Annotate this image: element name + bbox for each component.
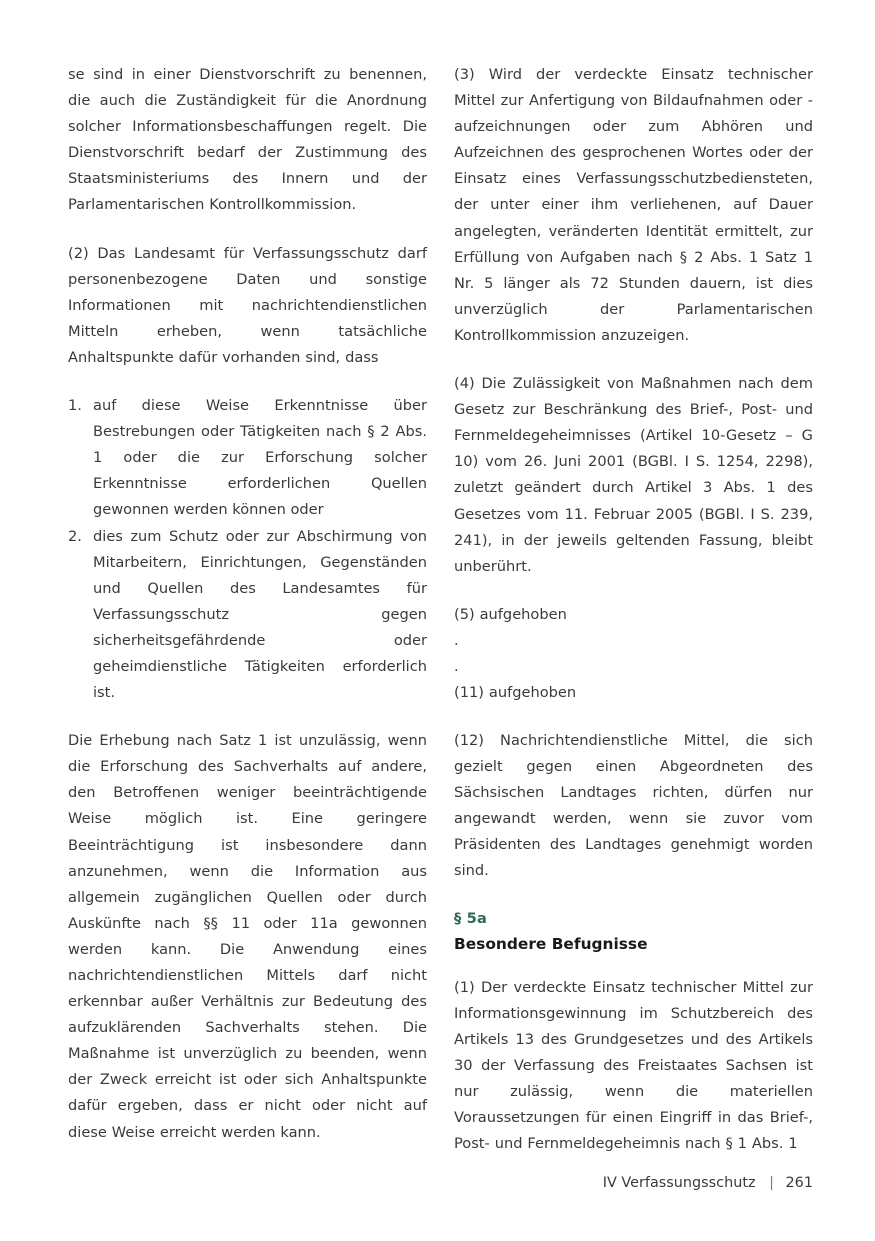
omission-dot: . [454,631,459,649]
paragraph-2: (2) Das Landesamt für Verfassungsschutz darf personenbezogene Daten und sonstige Informationen mit nachrichtendienstlichen Mitteln erheben, wenn tatsächliche Anhaltspunkte dafür vorhanden sind, dass [68,244,427,366]
numbered-list [68,393,427,706]
paragraph-3: (3) Wird der verdeckte Einsatz technischer Mittel zur Anfertigung von Bildaufnahmen oder -aufzeichnungen oder zum Abhören und Aufzeichnen des gesprochenen Wortes oder der Einsatz eines Verfassungsschutzbediensteten, der unter einer ihm verliehenen, auf Dauer angelegten, veränderten Identität ermittelt, zur Erfüllung von Aufgaben nach § 2 Abs. 1 Satz 1 Nr. 5 länger als 72 Stunden dauern, ist dies unverzüglich der Parlamentarischen Kontrollkommission anzuzeigen. [454,66,813,344]
paragraph-12: (12) Nachrichtendienstliche Mittel, die sich gezielt gegen einen Abgeordneten des Sächsischen Landtages richten, dürfen nur angewandt werden, wenn sie zuvor vom Präsidenten des Landtages genehmigt worden sind. [454,731,813,880]
list-item-text: auf diese Weise Erkenntnisse über Bestrebungen oder Tätigkeiten nach § 2 Abs. 1 oder die zur Erforschung solcher Erkenntnisse erforderlichen Quellen gewonnen werden können oder [93,397,427,519]
footer-separator: | [769,1175,774,1191]
paragraph-continued: se sind in einer Dienstvorschrift zu benennen, die auch die Zuständigkeit für die Anordnung solcher Informationsbeschaffungen regelt. Die Dienstvorschrift bedarf der Zustimmung des Staatsministeriums des Innern und der Parlamentarischen Kontrollkommission. [68,66,427,214]
paragraph-4: (4) Die Zulässigkeit von Maßnahmen nach dem Gesetz zur Beschränkung des Brief-, Post- und Fernmeldegeheimnisses (Artikel 10-Gesetz – G 10) vom 26. Juni 2001 (BGBl. I S. 1254, 2298), zuletzt geändert durch Artikel 3 Abs. 1 des Gesetzes vom 11. Februar 2005 (BGBl. I S. 239, 241), in der jeweils geltenden Fassung, bleibt unberührt. [454,375,813,575]
list-item [68,524,427,707]
footer-page-number: 261 [785,1175,813,1191]
paragraph-11: (11) aufgehoben [454,683,577,701]
omitted-paragraphs-ellipsis [454,628,813,680]
right-column [454,62,813,1157]
left-column [68,62,427,1146]
list-marker: 2. [68,527,82,545]
paragraph-erhebung: Die Erhebung nach Satz 1 ist unzulässig, wenn die Erforschung des Sachverhalts auf andere, den Betroffenen weniger beeinträchtigende Weise möglich ist. Eine geringere Beeinträchtigung ist insbesondere dann anzunehmen, wenn die Information aus allgemein zugänglichen Quellen oder durch Auskünfte nach §§ 11 oder 11a gewonnen werden kann. Die Anwendung eines nachrichtendienstlichen Mittels darf nicht erkennbar außer Verhältnis zur Bedeutung des aufzuklärenden Sachverhalts stehen. Die Maßnahme ist unverzüglich zu beenden, wenn der Zweck erreicht ist oder sich Anhaltspunkte dafür ergeben, dass er nicht oder nicht auf diese Weise erreicht werden kann. [68,732,427,1141]
footer-chapter: IV Verfassungsschutz [602,1175,756,1191]
paragraph-5a-1: (1) Der verdeckte Einsatz technischer Mittel zur Informationsgewinnung im Schutzbereich des Artikels 13 des Grundgesetzes und des Artikels 30 der Verfassung des Freistaates Sachsen ist nur zulässig, wenn die materiellen Voraussetzungen für einen Eingriff in das Brief-, Post- und Fernmeldegeheimnis nach § 1 Abs. 1 [454,978,813,1153]
list-item-text: dies zum Schutz oder zur Abschirmung von Mitarbeitern, Einrichtungen, Gegenständen und Quellen des Landesamtes für Verfassungsschutz gegen sicherheitsgefährdende oder geheimdienstliche Tätigkeiten erforderlich ist. [93,527,427,702]
section-heading [454,907,813,958]
list-marker: 1. [68,397,82,415]
section-number: § 5a [454,909,487,927]
section-title: Besondere Befugnisse [454,934,648,953]
list-item [68,393,427,523]
two-column-body [68,62,813,1157]
page-footer [603,1173,813,1193]
paragraph-5: (5) aufgehoben [454,605,567,623]
omission-dot: . [454,657,459,675]
